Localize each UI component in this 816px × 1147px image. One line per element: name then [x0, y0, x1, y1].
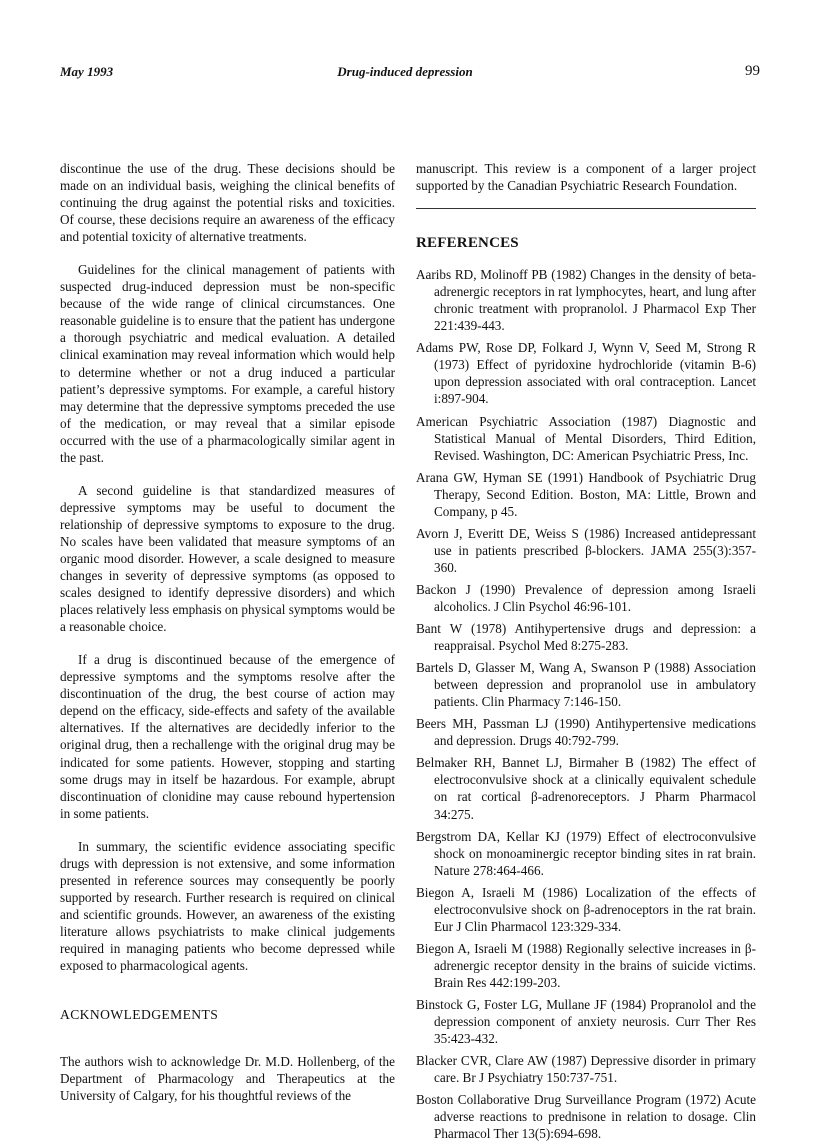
reference-list [416, 266, 756, 1142]
left-column [60, 160, 395, 1120]
continuation-paragraph: manuscript. This review is a component of a larger project supported by the Canadian Psychiatric Research Foundation. [416, 161, 756, 194]
body-paragraph: discontinue the use of the drug. These decisions should be made on an individual basis, weighing the clinical benefits of continuing the drug against the potential risks and toxicities. Of course, these decisions require an awareness of the efficacy and potential toxicity of alternative treatments. [60, 161, 395, 245]
acknowledgements-text: The authors wish to acknowledge Dr. M.D. Hollenberg, of the Department of Pharmacology and Therapeutics at the University of Calgary, for his thoughtful reviews of the [60, 1054, 395, 1104]
reference-item: Biegon A, Israeli M (1986) Localization of the effects of electroconvulsive shock on β-adrenoceptors in the rat brain. Eur J Clin Pharmacol 123:329-334. [416, 884, 756, 934]
body-paragraph: In summary, the scientific evidence associating specific drugs with depression is not extensive, and some information presented in reference sources may consequently be poorly supported by research. Further research is required on clinical and scientific grounds. However, an awareness of the existing literature allows psychiatrists to make clinical judgements required in managing patients who become depressed while exposed to pharmacological agents. [60, 838, 395, 974]
section-divider [416, 208, 756, 209]
reference-item: Binstock G, Foster LG, Mullane JF (1984) Propranolol and the depression component of anxiety neurosis. Curr Ther Res 35:423-432. [416, 996, 756, 1047]
reference-item: Bant W (1978) Antihypertensive drugs and depression: a reappraisal. Psychol Med 8:275-283. [416, 621, 756, 654]
body-paragraph: A second guideline is that standardized measures of depressive symptoms may be useful to document the relationship of depressive symptoms to exposure to the drug. No scales have been validated that measure symptoms of an organic mood disorder. However, a scale designed to measure changes in severity of depressive symptoms (as opposed to scales designed to identify depressive disorders) and which places relatively less emphasis on physical symptoms would be a reasonable choice. [60, 482, 395, 635]
header-date: May 1993 [60, 64, 114, 79]
acknowledgements-heading: ACKNOWLEDGEMENTS [60, 1007, 219, 1023]
reference-item: Aaribs RD, Molinoff PB (1982) Changes in the density of beta-adrenergic receptors in rat lymphocytes, heart, and lung after chronic treatment with propranolol. J Pharmacol Exp Ther 221:439-443. [416, 267, 756, 334]
reference-item: Arana GW, Hyman SE (1991) Handbook of Psychiatric Drug Therapy, Second Edition. Boston, MA: Little, Brown and Company, p 45. [416, 469, 756, 519]
body-paragraph: Guidelines for the clinical management of patients with suspected drug-induced depression must be non-specific because of the wide range of clinical circumstances. One reasonable guideline is to ensure that the patient has undergone a thorough psychiatric and medical evaluation. A detailed clinical examination may reveal information which would help to determine whether or not a drug induced a particular patient’s depressive symptoms. For example, a careful history may determine that the depressive symptoms preceded the use of the medication, or may reveal that a similar episode occurred with the use of a pharmacologically similar agent in the past. [60, 262, 395, 465]
body-paragraph: If a drug is discontinued because of the emergence of depressive symptoms and the symptoms resolve after the discontinuation of the drug, the best course of action may depend on the efficacy, side-effects and safety of the available alternatives. If the alternatives are decidedly inferior to the original drug, then a rechallenge with the original drug may be indicated for some patients. However, stopping and starting some drugs may in itself be hazardous. For example, abrupt discontinuation of clonidine may cause rebound hypertension in some patients. [60, 652, 395, 821]
reference-item: Adams PW, Rose DP, Folkard J, Wynn V, Seed M, Strong R (1973) Effect of pyridoxine hydrochloride (vitamin B-6) upon depression associated with oral contraception. Lancet i:897-904. [416, 340, 756, 407]
reference-item: Biegon A, Israeli M (1988) Regionally selective increases in β-adrenergic receptor density in the brains of suicide victims. Brain Res 442:199-203. [416, 940, 756, 990]
reference-item: Boston Collaborative Drug Surveillance Program (1972) Acute adverse reactions to prednisone in relation to dosage. Clin Pharmacol Ther 13(5):694-698. [416, 1092, 756, 1142]
reference-item: Blacker CVR, Clare AW (1987) Depressive disorder in primary care. Br J Psychiatry 150:737-751. [416, 1053, 756, 1086]
reference-item: Backon J (1990) Prevalence of depression among Israeli alcoholics. J Clin Psychol 46:96-101. [416, 581, 756, 614]
reference-item: American Psychiatric Association (1987) Diagnostic and Statistical Manual of Mental Disorders, Third Edition, Revised. Washington, DC: American Psychiatric Press, Inc. [416, 413, 756, 463]
running-header [60, 64, 760, 84]
page-number: 99 [745, 63, 760, 79]
reference-item: Beers MH, Passman LJ (1990) Antihypertensive medications and depression. Drugs 40:792-799. [416, 716, 756, 749]
reference-item: Bartels D, Glasser M, Wang A, Swanson P (1988) Association between depression and propranolol use in ambulatory patients. Clin Pharmacy 7:146-150. [416, 660, 756, 710]
references-heading: REFERENCES [416, 235, 519, 252]
reference-item: Avorn J, Everitt DE, Weiss S (1986) Increased antidepressant use in patients prescribed β-blockers. JAMA 255(3):357-360. [416, 525, 756, 575]
header-running-title: Drug-induced depression [337, 64, 473, 79]
reference-item: Belmaker RH, Bannet LJ, Birmaher B (1982) The effect of electroconvulsive shock at a clinically equivalent schedule on rat cortical β-adrenoreceptors. J Pharm Pharmacol 34:275. [416, 755, 756, 822]
reference-item: Bergstrom DA, Kellar KJ (1979) Effect of electroconvulsive shock on monoaminergic receptor binding sites in rat brain. Nature 278:464-466. [416, 828, 756, 878]
right-column [416, 160, 756, 1147]
